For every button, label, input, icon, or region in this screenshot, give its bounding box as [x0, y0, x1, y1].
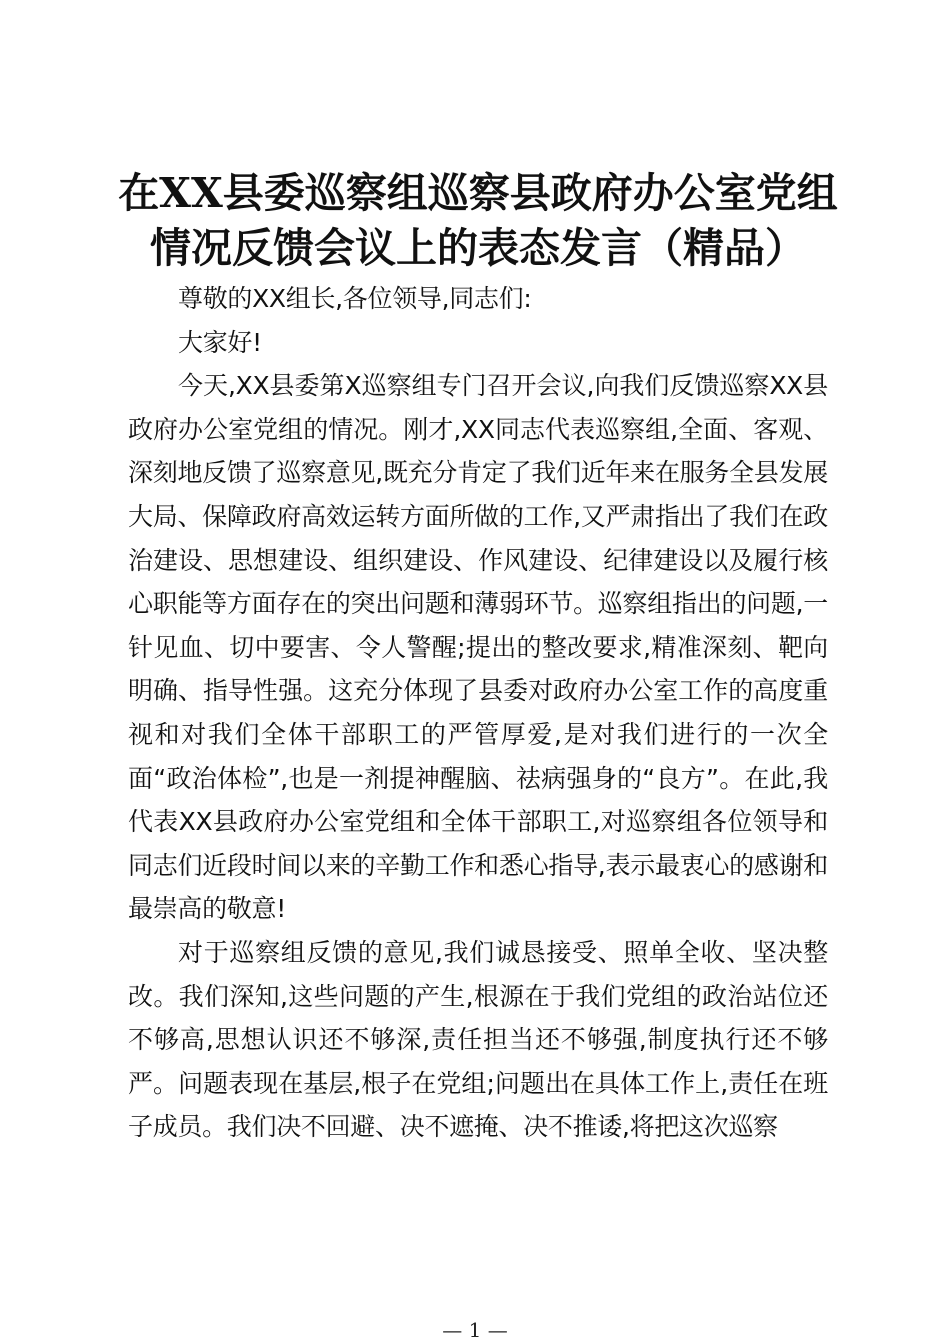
document-title: 在XX县委巡察组巡察县政府办公室党组情况反馈会议上的表态发言（精品） — [118, 169, 838, 272]
body-paragraph: 今天,XX县委第X巡察组专门召开会议,向我们反馈巡察XX县政府办公室党组的情况。刚才,XX同志代表巡察组,全面、客观、深刻地反馈了巡察意见,既充分肯定了我们近年来在服务全县发展大局、保障政府高效运转方面所做的工作,又严肃指出了我们在政治建设、思想建设、组织建设、作风建设、纪律建设以及履行核心职能等方面存在的突出问题和薄弱环节。巡察组指出的问题,一针见血、切中要害、令人警醒;提出的整改要求,精准深刻、靶向明确、指导性强。这充分体现了县委对政府办公室工作的高度重视和对我们全体干部职工的严管厚爱,是对我们进行的一次全面“政治体检”,也是一剂提神醒脑、祛病强身的“良方”。在此,我代表XX县政府办公室党组和全体干部职工,对巡察组各位领导和同志们近段时间以来的辛勤工作和悉心指导,表示最衷心的感谢和最崇高的敬意! — [128, 371, 828, 924]
salutation: 尊敬的XX组长,各位领导,同志们: — [178, 284, 532, 313]
greeting: 大家好! — [178, 327, 262, 357]
page-number: — 1 — — [442, 1318, 508, 1342]
document-body — [128, 277, 828, 1149]
body-paragraph: 对于巡察组反馈的意见,我们诚恳接受、照单全收、坚决整改。我们深知,这些问题的产生,根源在于我们党组的政治站位还不够高,思想认识还不够深,责任担当还不够强,制度执行还不够严。问题表现在基层,根子在党组;问题出在具体工作上,责任在班子成员。我们决不回避、决不遮掩、决不推诿,将把这次巡察 — [128, 937, 828, 1142]
